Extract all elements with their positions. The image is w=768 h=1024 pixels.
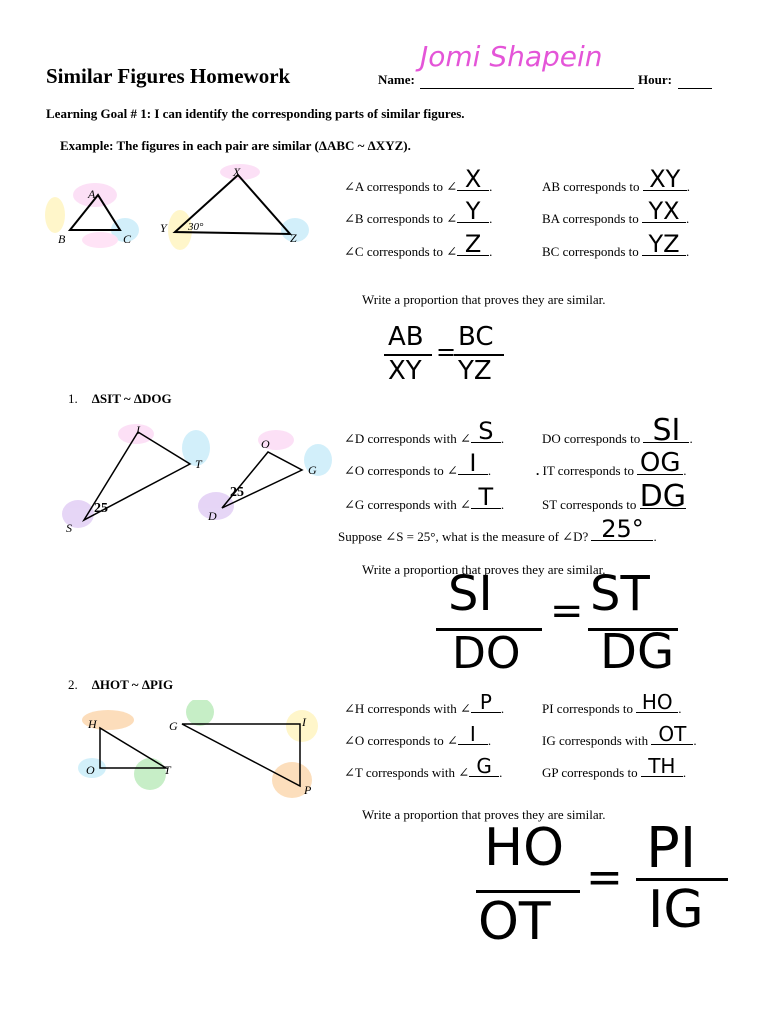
q1-prop-n1: SI [448,566,493,622]
q1-prop-d1: DO [452,628,521,679]
q1-answer-2: I [469,449,477,477]
q1-right-row-1: DO corresponds to SI . [542,413,693,448]
label-h: H [88,717,97,731]
label-o2: O [86,763,95,777]
ex-answer-6: YZ [648,230,680,258]
ex-right-row-3: BC corresponds to YZ . [542,230,690,259]
q1-mark-1: 25 [94,501,108,516]
q2-right-row-3: GP corresponds to TH . [542,754,687,780]
name-label: Name: [378,72,415,87]
label-i: I [136,423,140,437]
q2-prop-n2: PI [646,816,697,881]
q1-right-row-3: ST corresponds to DG [542,479,686,514]
label-s: S [66,521,72,535]
q2-left-row-2: ∠O corresponds to ∠ I . [344,722,492,748]
hour-field-line[interactable] [678,88,712,89]
q2-answer-5: OT [658,722,687,746]
ex-left-row-3: ∠C corresponds to ∠ Z . [344,230,493,259]
q2-prop-d2: IG [648,880,704,940]
label-c: C [123,232,132,246]
q2-answer-3: G [476,754,492,778]
q2-answer-4: HO [641,690,673,714]
ex-answer-2: Y [465,197,481,225]
q1-question: Suppose ∠S = 25°, what is the measure of ∠D? 25° . [338,515,657,544]
label-g: G [308,463,317,477]
example-figure [40,160,320,260]
label-i2: I [302,715,306,729]
example-heading: Example: The figures in each pair are similar (ΔABC ~ ΔXYZ). [60,138,411,153]
q1-answer-4: SI [652,413,681,448]
ex-left-row-2: ∠B corresponds to ∠ Y . [344,197,493,226]
ex-right-row-1: AB corresponds to XY . [542,165,690,194]
ex-prompt: Write a proportion that proves they are similar. [362,292,606,307]
ex-right-row-2: BA corresponds to YX . [542,197,690,226]
q1-right-row-2: . IT corresponds to OG . [536,448,687,478]
q2-heading: 2. ΔHOT ~ ΔPIG [68,677,174,692]
name-field-line[interactable] [420,88,634,89]
name-handwriting: Jomi Shapein [420,40,603,73]
q1-answer-3: T [478,483,494,511]
q1-prop-d2: DG [600,624,675,680]
label-b: B [58,232,66,246]
label-y: Y [160,221,167,235]
q1-prompt: Write a proportion that proves they are similar. [362,562,606,577]
ex-left-row-1: ∠A corresponds to ∠ X . [344,165,493,194]
q1-answer-1: S [478,417,494,445]
q2-prop-d1: OT [478,892,551,952]
q2-answer-1: P [479,690,492,714]
ex-prop-n2: BC [458,322,494,352]
q1-prop-n2: ST [590,566,650,622]
q1-heading: 1. ΔSIT ~ ΔDOG [68,391,172,406]
q1-left-row-3: ∠G corresponds with ∠ T . [344,483,505,512]
q1-left-row-1: ∠D corresponds with ∠ S . [344,417,505,446]
q1-answer-5: OG [639,448,681,478]
q1-left-row-2: ∠O corresponds to ∠ I . [344,449,492,478]
q2-right-row-2: IG corresponds with OT . [542,722,697,748]
angle-label: 30° [188,221,204,233]
q1-question-answer: 25° [601,515,644,543]
ex-answer-4: XY [649,165,681,193]
q2-left-row-3: ∠T corresponds with ∠ G . [344,754,503,780]
q2-figure [70,700,340,810]
q2-answer-2: I [469,722,476,746]
q2-prompt: Write a proportion that proves they are similar. [362,807,606,822]
ex-prop-d2: YZ [458,356,492,386]
ex-proportion: AB XY = BC YZ [384,322,514,394]
q2-prop-n1: HO [484,818,565,878]
label-x: X [233,165,241,179]
q1-answer-6: DG [639,479,686,514]
q1-mark-2: 25 [230,485,244,500]
label-g2: G [169,719,178,733]
ex-answer-1: X [464,165,482,193]
worksheet-title: Similar Figures Homework [46,64,291,88]
q2-right-row-1: PI corresponds to HO . [542,690,682,716]
ex-answer-3: Z [464,230,482,258]
label-o: O [261,437,270,451]
label-p: P [304,783,312,797]
label-t2: T [164,763,171,777]
q2-left-row-1: ∠H corresponds with ∠ P . [344,690,505,716]
ex-answer-5: YX [648,197,680,225]
hour-label: Hour: [638,72,672,87]
learning-goal: Learning Goal # 1: I can identify the corresponding parts of similar figures. [46,106,465,121]
q2-answer-6: TH [648,754,676,778]
ex-prop-d1: XY [388,356,422,386]
label-d: D [208,509,217,523]
q2-proportion: HO OT = PI IG [470,816,740,956]
q1-proportion: SI DO = ST DG [430,566,710,682]
label-a: A [88,187,96,201]
q1-figure [56,420,346,540]
ex-prop-n1: AB [388,322,424,352]
label-t: T [195,457,202,471]
label-z: Z [290,231,297,245]
